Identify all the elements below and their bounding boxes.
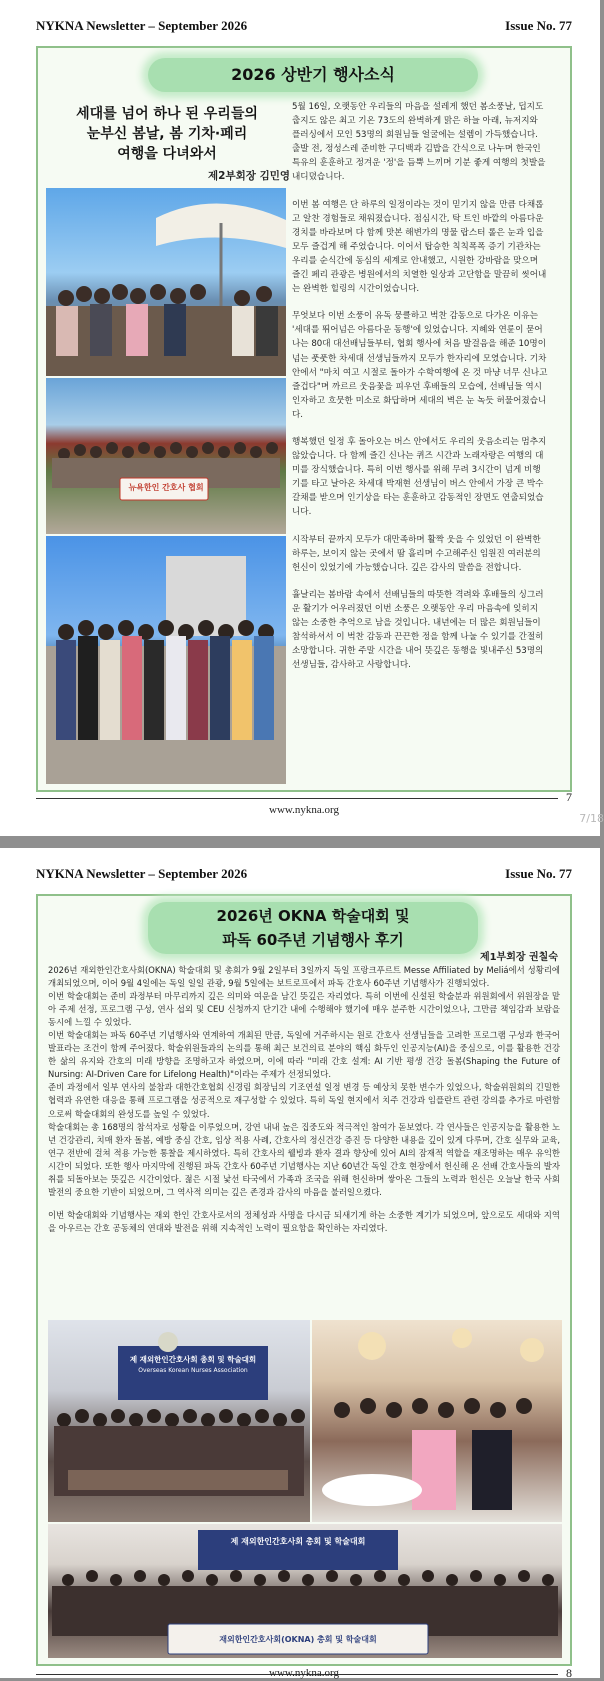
photo-group-banner <box>46 378 286 534</box>
page-number: 8 <box>566 1666 572 1680</box>
footer-url: www.nykna.org <box>269 804 339 816</box>
page-header <box>36 866 572 884</box>
photo-banner-title: 제 재외한인간호사회 총회 및 학술대회 <box>230 1537 366 1546</box>
photo-banner-title: 제 재외한인간호사회 총회 및 학술대회 <box>129 1355 257 1364</box>
article-paragraph: 무엇보다 이번 소풍이 유독 뭉클하고 벅찬 감동으로 다가온 이유는 '세대를 뛰어넘은 아름다운 동행'에 있었습니다. 지혜와 연륜이 묻어나는 80대 대선배님들부터, 협회 행사에 처음 발걸음을 해준 10명이 넘는 풋풋한 차세대 선생님들까지 모두가 한자리에 모였습니다. 기차 안에서 "마치 여고 시절로 돌아가 수학여행에 온 것 마냥 너무 신나고 즐겁다"며 까르르 웃음꽃을 피우던 후배들의 모습에, 선배님들 역시 인자하고 흐뭇한 미소로 화답하며 세대의 벽은 눈 녹듯 허물어졌습니다. <box>292 311 548 420</box>
photo-conference-stage-graphic <box>48 1320 310 1522</box>
photo-group-umbrella-graphic <box>46 188 286 376</box>
article-paragraph: 이번 봄 여행은 단 하루의 일정이라는 것이 믿기지 않을 만큼 다채롭고 알찬 경험들로 채워졌습니다. 점심시간, 탁 트인 바깥의 아름다운 경치를 바라보며 다 함께 맛본 해변가의 명물 랍스터 롤은 눈과 입을 모두 즐겁게 해 주었습니다. 이어서 탑승한 칙칙폭폭 증기 기관차는 우리를 순식간에 동심의 세계로 안내했고, 시원한 강바람을 맞으며 즐긴 페리 관광은 병원에서의 치열한 일상과 고단함을 말끔히 씻어내는 완벽한 힐링의 시간이었습니다. <box>292 199 547 295</box>
article-body <box>48 964 560 1235</box>
photo-banner-floor: 재외한인간호사회(OKNA) 총회 및 학술대회 <box>219 1635 377 1644</box>
article-paragraph: 휼날리는 봄바람 속에서 선배님들의 따뜻한 격려와 후배들의 싱그러운 활기가 어우러졌던 이번 소풍은 오랫동안 우리 마음속에 잊히지 않는 소중한 추억으로 남을 것입니다. 내년에는 더 많은 회원님들이 참석하셔서 이 벅찬 감동과 끈끈한 정을 함께 나눌 수 있기를 간절히 소망합니다. 귀한 주말 시간을 내어 뜻깊은 동행을 빛내주신 53명의 선생님들, 감사하고 사랑합니다. <box>292 589 544 671</box>
photo-group-dock-graphic <box>46 536 286 784</box>
section-banner <box>148 902 478 954</box>
article-frame <box>36 46 572 792</box>
footer-url: www.nykna.org <box>269 1667 339 1679</box>
article-paragraph: 학술대회는 총 168명의 참석자로 성황을 이루었으며, 강연 내내 높은 집중도와 적극적인 참여가 돋보였다. 각 연사들은 인공지능을 활용한 노년 건강관리, 치매 환자 돌봄, 예방 중심 간호, 임상 적용 사례, 간호사의 정신건강 증진 등 다양한 내용을 깊이 있게 다루며, 간호 실무와 교육, 연구 전반에 걸쳐 적용 가능한 통찰을 제시하였다. 특히 간호사의 웰빙과 환자 결과 향상에 있어 AI의 잠재적 역할을 재조명하는 매우 유익한 시간이 되었다. 또한 행사 마지막에 진행된 파독 간호사 60주년 기념행사는 지난 60년간 독일 간호 현장에서 헌신해 온 선배 간호사들의 발자취를 되돌아보는 뜻깊은 시간이었다. 젊은 시절 낯선 타국에서 가족과 조국을 위해 헌신하며 쌓아온 그들의 노력과 헌신은 오늘날 한국 사회 발전의 중요한 기반이 되었으며, 그 역사적 의미는 깊은 존경과 감사의 마음을 불러일으켰다. <box>48 1121 560 1197</box>
section-banner-line: 파독 60주년 기념행사 후기 <box>222 931 404 949</box>
photo-banner-caption <box>122 1354 264 1376</box>
paragraph-gap <box>48 1199 560 1209</box>
article-paragraph: 5월 16일, 오랫동안 우리들의 마음을 설레게 했던 봄소풍날, 덥지도 춥지도 않은 최고 기온 73도의 완벽하게 맑은 하늘 아래, 뉴저지와 플러싱에서 모인 53명의 회원님들 얼굴에는 설렘이 가득했습니다. 출발 전, 정성스레 준비한 구디백과 김밥을 간식으로 나누며 한국인 특유의 훈훈하고 정겨운 '정'을 듬뿍 느끼며 기분 좋게 여행의 첫발을 내디뎠습니다. <box>292 102 546 183</box>
issue-number: Issue No. 77 <box>505 18 572 33</box>
article-paragraph: 이번 학술대회와 기념행사는 재외 한인 간호사로서의 정체성과 사명을 다시금 되새기게 하는 소중한 계기가 되었으며, 앞으로도 세대와 지역을 아우르는 간호 공동체의 연대와 발전을 위해 지속적인 노력이 필요함을 확인하는 자리였다. <box>48 1209 560 1233</box>
photo-banquet-hall <box>312 1320 562 1522</box>
article-paragraph: 2026년 재외한인간호사회(OKNA) 학술대회 및 총회가 9월 2일부터 3일까지 독일 프랑크푸르트 Messe Affiliated by Meliá에서 성황리에 개최되었으며, 이어 9월 4일에는 독일 일일 관광, 9월 5일에는 보트로프에서 파독 간호사 60주년 기념행사가 진행되었다. <box>48 965 560 989</box>
article-frame <box>36 894 572 1666</box>
issue-number: Issue No. 77 <box>505 866 572 881</box>
page-footer <box>36 790 572 818</box>
photo-group-large <box>48 1524 562 1658</box>
newsletter-page-7 <box>0 0 604 836</box>
article-title-line: 세대를 넘어 하나 된 우리들의 <box>76 106 258 122</box>
article-paragraph: 이번 학술대회는 파독 60주년 기념행사와 연계하여 개최된 만큼, 독일에 거주하시는 원로 간호사 선생님들을 고려한 프로그램 구성과 한국어 발표라는 조건이 함께 주어졌다. 학술위원들과의 논의를 통해 최근 보건의료 분야의 핵심 화두인 인공지능(AI)을 중심으로, 이를 활용한 건강한 삶의 유지와 간호의 미래 방향을 조명하고자 하였으며, 이에 따라 "미래 간호 설계: AI 기반 평생 건강 돌봄(Shaping the Future of Nursing: AI-Driven Care for Lifelong Health)"이라는 주제가 선정되었다. <box>48 1030 560 1080</box>
page-header <box>36 18 572 36</box>
footer-rule <box>36 798 558 799</box>
article-byline: 제1부회장 권칠숙 <box>479 952 558 963</box>
page-number: 7 <box>566 790 572 804</box>
header-title: NYKNA Newsletter – September 2026 <box>36 18 248 33</box>
article-body-column <box>292 100 548 685</box>
photo-banner-subtitle: Overseas Korean Nurses Association <box>138 1367 248 1374</box>
article-paragraph: 시작부터 끝까지 모두가 대만족하며 활짝 웃을 수 있었던 이 완벽한 하루는, 보이지 않는 곳에서 땀 흘리며 수고해주신 임원진 여러분의 헌신이 있었기에 가능했습니다. 깊은 감사의 말씀을 전합니다. <box>292 534 541 573</box>
section-banner: 2026 상반기 행사소식 <box>148 58 478 92</box>
photo-banner-text: 뉴욕한인 간호사 협회 <box>128 483 204 492</box>
photo-banquet-hall-graphic <box>312 1320 562 1522</box>
article-paragraph: 준비 과정에서 일부 연사의 불참과 대한간호협회 신경림 회장님의 기조연설 일정 변경 등 예상치 못한 변수가 있었으나, 학술위원회의 긴밀한 협력과 유연한 대응을 통해 프로그램을 성공적으로 재구성할 수 있었다. 특히 독일 현지에서 치주 건강과 임플란트 관련 강의를 추가로 마련함으로써 학술대회의 완성도를 높일 수 있었다. <box>48 1082 560 1119</box>
photo-group-dock <box>46 536 286 784</box>
section-banner-line: 2026년 OKNA 학술대회 및 <box>216 907 410 925</box>
article-title <box>48 104 286 164</box>
article-byline: 제2부회장 김민영 <box>208 170 290 182</box>
header-title: NYKNA Newsletter – September 2026 <box>36 866 248 881</box>
photo-group-banner-graphic <box>46 378 286 534</box>
page-counter: 7/18 <box>579 812 604 825</box>
newsletter-page-8 <box>0 848 600 1678</box>
article-title-line: 눈부신 봄날, 봄 기차·페리 <box>86 126 248 142</box>
article-title-line: 여행을 다녀와서 <box>117 146 217 162</box>
article-paragraph: 행복했던 일정 후 돌아오는 버스 안에서도 우리의 웃음소리는 멈추지 않았습니다. 다 함께 즐긴 신나는 퀴즈 시간과 노래자랑은 여행의 대미를 장식했습니다. 특히 이번 행사를 위해 무려 3시간이 넘게 비행기를 타고 날아온 차세대 박재현 선생님이 버스 안에서 가장 큰 박수갈채를 받으며 인기상을 타는 훈훈하고 감동적인 장면도 연출되었습니다. <box>292 436 547 518</box>
article-paragraph: 이번 학술대회는 준비 과정부터 마무리까지 깊은 의미와 여운을 남긴 뜻깊은 자리였다. 특히 이번에 신설된 학술분과 위원회에서 위원장을 맡아 주제 선정, 프로그램 구성, 연사 섭외 및 CEU 신청까지 단기간 내에 수행해야 했기에 매우 분주한 시간이었으나, 그만큼 책임감과 보람을 동시에 느낄 수 있었다. <box>48 991 560 1028</box>
photo-group-umbrella <box>46 188 286 376</box>
photo-conference-stage <box>48 1320 310 1522</box>
